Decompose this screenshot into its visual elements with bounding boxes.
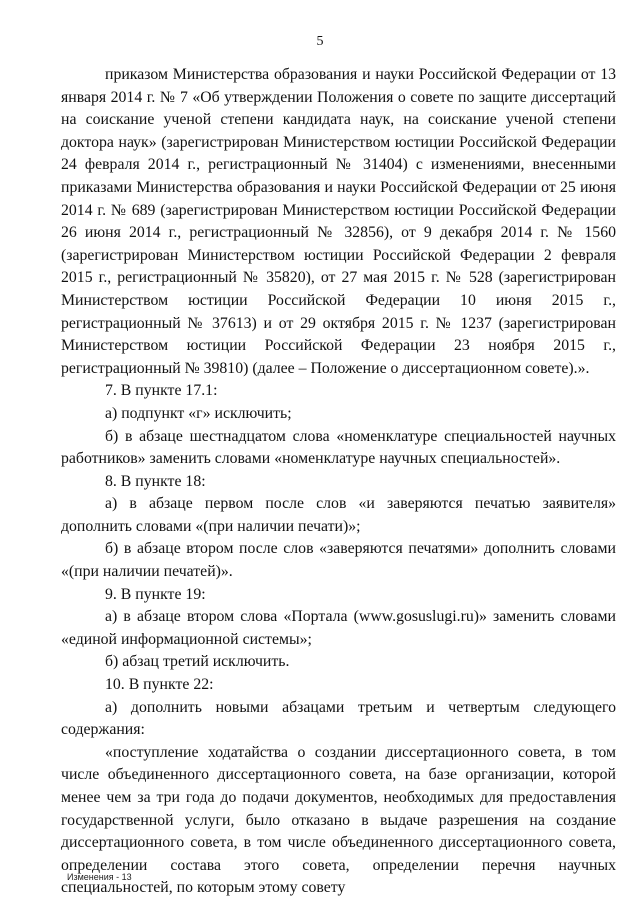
page-number: 5 (316, 34, 324, 49)
paragraph-item-8b: б) в абзаце втором после слов «заверяются печатями» дополнить словами «(при наличии печатей)». (61, 540, 616, 581)
paragraph-item-10a: а) дополнить новыми абзацами третьим и четвертым следующего содержания: (61, 698, 616, 739)
paragraph-item-7: 7. В пункте 17.1: (105, 382, 218, 400)
paragraph-item-10: 10. В пункте 22: (105, 676, 214, 694)
paragraph-item-7b: б) в абзаце шестнадцатом слова «номенклатуре специальностей научных работников» заменить словами «номенклатуре научных специальностей». (61, 427, 616, 468)
paragraph-item-8: 8. В пункте 18: (105, 472, 206, 490)
paragraph-order-reference: приказом Министерства образования и науки Российской Федерации от 13 января 2014 г. № 7 «Об утверждении Положения о совете по защите диссертаций на соискание ученой степени кандидата наук, на соискание ученой степени доктора наук» (зарегистрирован Министерством юстиции Российской Федерации 24 февраля 2014 г., регистрационный № 31404) с изменениями, внесенными приказами Министерства образования и науки Российской Федерации от 25 июня 2014 г. № 689 (зарегистрирован Министерством юстиции Российской Федерации 26 июня 2014 г., регистрационный № 32856), от 9 декабря 2014 г. № 1560 (зарегистрирован Министерством юстиции Российской Федерации 2 февраля 2015 г., регистрационный № 35820), от 27 мая 2015 г. № 528 (зарегистрирован Министерством юстиции Российской Федерации 10 июня 2015 г., регистрационный № 37613) и от 29 октября 2015 г. № 1237 (зарегистрирован Министерством юстиции Российской Федерации 23 ноября 2015 г., регистрационный № 39810) (далее – Положение о диссертационном совете).». (61, 66, 616, 377)
paragraph-item-8a: а) в абзаце первом после слов «и заверяются печатью заявителя» дополнить словами «(при наличии печати)»; (61, 495, 616, 535)
document-body (61, 64, 616, 900)
paragraph-item-7a: а) подпункт «г» исключить; (105, 404, 292, 422)
paragraph-item-9a: а) в абзаце втором слова «Портала (www.gosuslugi.ru)» заменить словами «единой информационной системы»; (61, 608, 616, 648)
paragraph-item-9: 9. В пункте 19: (105, 585, 206, 603)
footer-label: Изменения - 13 (67, 872, 132, 882)
paragraph-item-9b: б) абзац третий исключить. (105, 653, 290, 671)
paragraph-quoted-addition: «поступление ходатайства о создании диссертационного совета, в том числе объединенного диссертационного совета, на базе организации, которой менее чем за три года до подачи документов, необходимых для предоставления государственной услуги, было отказано в выдаче разрешения на создание диссертационного совета, в том числе объединенного диссертационного совета, определении состава этого совета, определении перечня научных специальностей, по которым этому совету (61, 743, 616, 897)
